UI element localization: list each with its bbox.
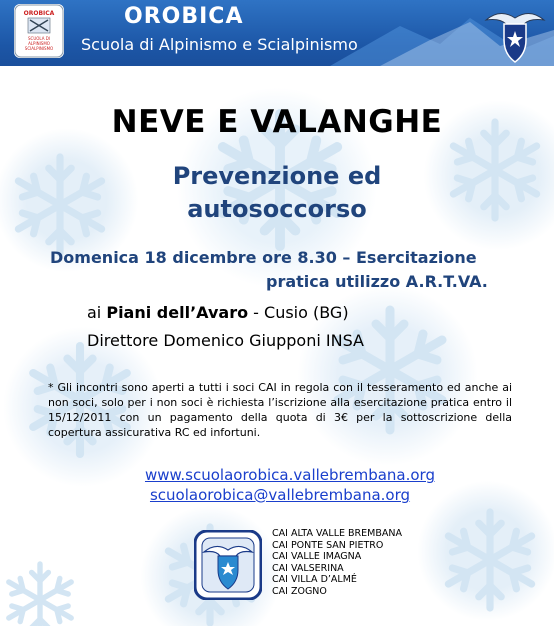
svg-text:ALPINISMO: ALPINISMO [28, 41, 50, 46]
event-director: Direttore Domenico Giupponi INSA [87, 331, 364, 350]
brand-name: OROBICA [124, 4, 244, 29]
svg-text:SCIALPINISMO: SCIALPINISMO [24, 46, 54, 51]
snowflake-icon [448, 512, 531, 608]
brand-subtitle: Scuola di Alpinismo e Scialpinismo [81, 35, 358, 54]
email-link[interactable]: scuolaorobica@vallebrembana.org [149, 486, 411, 504]
participation-note: * Gli incontri sono aperti a tutti i soci CAI in regola con il tesseramento ed anche ai non soci, solo per i non soci è richiesta l’iscrizione alla esercitazione pratica entro il 15/12/2011 con un pagamento della quota di 3€ per la sottoscrizione della copertura assicurativa RC ed infortuni. [48, 381, 512, 439]
section-item: CAI PONTE SAN PIETRO [272, 539, 384, 551]
section-item: CAI VALSERINA [272, 562, 344, 574]
subtitle [0, 160, 554, 226]
subtitle-line: Prevenzione ed [172, 162, 382, 190]
page-title: NEVE E VALANGHE [111, 104, 443, 140]
event-date-line: Domenica 18 dicembre ore 8.30 – Esercitazione [50, 248, 477, 267]
event-location [87, 303, 349, 322]
website-link[interactable]: www.scuolaorobica.vallebrembana.org [144, 466, 435, 484]
mountains-icon [0, 0, 554, 66]
school-badge-icon [14, 4, 64, 58]
section-item: CAI ALTA VALLE BREMBANA [272, 528, 402, 539]
section-item: CAI VALLE IMAGNA [272, 551, 362, 563]
svg-text:OROBICA: OROBICA [23, 10, 55, 17]
subtitle-line: autosoccorso [187, 195, 367, 223]
header-banner [0, 0, 554, 66]
cai-logo-icon [194, 530, 262, 600]
section-item: CAI ZOGNO [272, 585, 327, 597]
location-prefix: ai [87, 303, 107, 322]
svg-text:SCUOLA DI: SCUOLA DI [28, 36, 50, 41]
snowflake-icon [9, 564, 71, 626]
section-item: CAI VILLA D’ALMÉ [272, 574, 357, 586]
event-activity-line: pratica utilizzo A.R.T.VA. [266, 272, 488, 291]
cai-eagle-shield-icon [484, 4, 546, 64]
cai-sections-list [272, 528, 402, 598]
location-name: Piani dell’Avaro [106, 303, 249, 322]
location-suffix: - Cusio (BG) [248, 303, 349, 322]
